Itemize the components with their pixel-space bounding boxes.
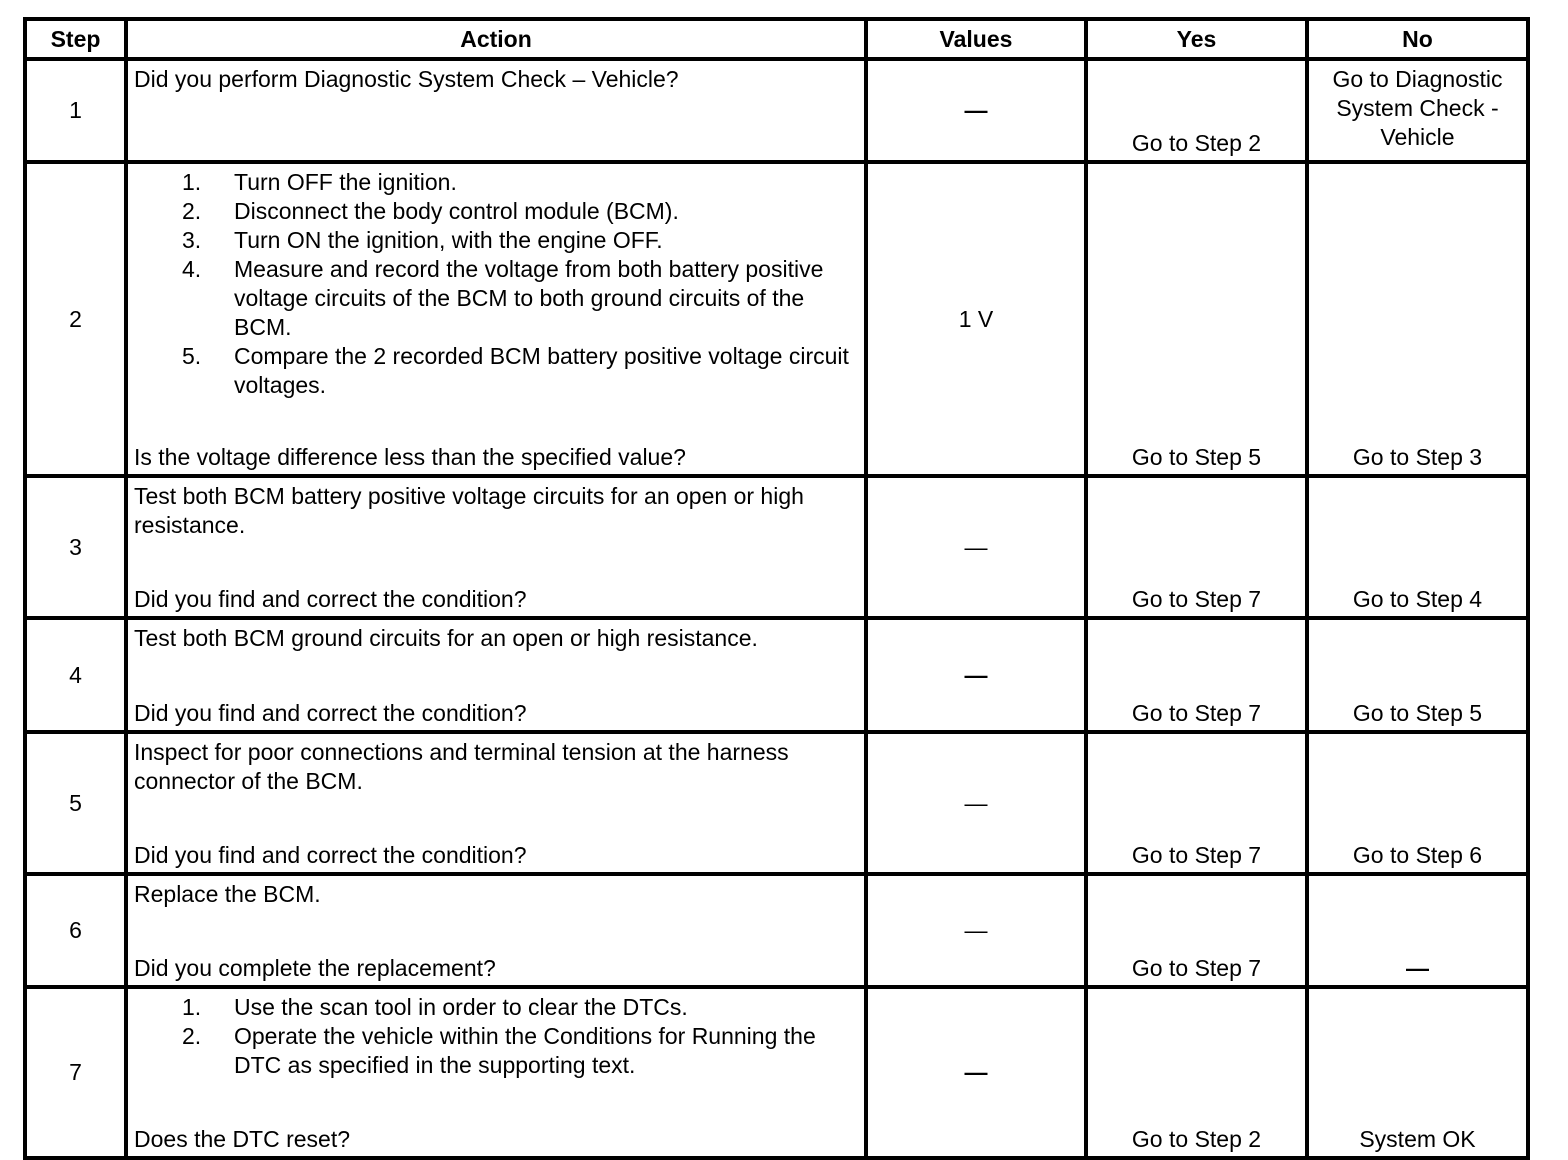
header-step: Step — [25, 19, 126, 59]
step-number: 7 — [25, 987, 126, 1158]
table-row — [25, 874, 1528, 987]
no-link[interactable]: Go to Step 4 — [1352, 586, 1483, 612]
no-link[interactable]: — — [1406, 955, 1429, 981]
step-text: Measure and record the voltage from both battery positive voltage circuits of the BCM to both ground circuits of the BCM. — [234, 256, 824, 340]
step-number: 5 — [25, 732, 126, 874]
no-cell — [1307, 618, 1528, 732]
value-text: — — [964, 789, 988, 816]
no-link[interactable]: Go to Step 3 — [1352, 444, 1483, 470]
value-cell — [866, 59, 1086, 162]
action-question: Did you find and correct the condition? — [134, 586, 527, 612]
step-text: Operate the vehicle within the Conditions for Running the DTC as specified in the supporting text. — [234, 1023, 816, 1078]
action-text: Inspect for poor connections and terminal tension at the harness connector of the BCM. — [134, 739, 789, 794]
header-action: Action — [126, 19, 866, 59]
yes-link[interactable]: Go to Step 5 — [1131, 444, 1262, 470]
step-num: 2. — [182, 198, 202, 224]
action-step — [134, 168, 858, 197]
no-cell — [1307, 732, 1528, 874]
value-text: — — [964, 917, 988, 943]
value-text: — — [964, 1059, 988, 1085]
value-text: — — [964, 533, 988, 560]
action-text: Test both BCM ground circuits for an open or high resistance. — [134, 625, 758, 651]
step-number: 2 — [25, 162, 126, 476]
yes-link[interactable]: Go to Step 7 — [1131, 955, 1262, 981]
action-cell — [126, 874, 866, 987]
header-values: Values — [866, 19, 1086, 59]
yes-cell — [1086, 59, 1307, 162]
header-row — [25, 19, 1528, 59]
table-row — [25, 618, 1528, 732]
yes-link[interactable]: Go to Step 7 — [1131, 586, 1262, 612]
action-question: Does the DTC reset? — [134, 1126, 351, 1152]
no-cell — [1307, 59, 1528, 162]
step-text: Compare the 2 recorded BCM battery positive voltage circuit voltages. — [234, 343, 849, 398]
no-link[interactable]: Go to Diagnostic System Check - Vehicle — [1332, 66, 1503, 150]
action-text: Test both BCM battery positive voltage circuits for an open or high resistance. — [134, 483, 804, 538]
step-text: Use the scan tool in order to clear the DTCs. — [234, 994, 688, 1020]
yes-cell — [1086, 476, 1307, 618]
action-step — [134, 226, 858, 255]
action-text: Did you perform Diagnostic System Check – Vehicle? — [134, 66, 679, 92]
yes-link[interactable]: Go to Step 2 — [1131, 130, 1262, 156]
table-row — [25, 987, 1528, 1158]
yes-link[interactable]: Go to Step 2 — [1131, 1126, 1262, 1152]
yes-cell — [1086, 732, 1307, 874]
header-yes: Yes — [1086, 19, 1307, 59]
action-question: Did you find and correct the condition? — [134, 700, 527, 726]
action-step — [134, 255, 858, 342]
step-number: 1 — [25, 59, 126, 162]
table-row — [25, 732, 1528, 874]
value-text: 1 V — [958, 305, 994, 332]
step-text: Turn ON the ignition, with the engine OFF. — [234, 227, 663, 253]
yes-link[interactable]: Go to Step 7 — [1131, 700, 1262, 726]
action-step — [134, 1022, 858, 1080]
yes-cell — [1086, 162, 1307, 476]
value-cell — [866, 874, 1086, 987]
no-link[interactable]: Go to Step 6 — [1352, 842, 1483, 868]
action-step — [134, 342, 858, 400]
yes-cell — [1086, 987, 1307, 1158]
step-text: Turn OFF the ignition. — [234, 169, 457, 195]
step-num: 1. — [182, 169, 202, 195]
yes-cell — [1086, 874, 1307, 987]
action-cell — [126, 162, 866, 476]
yes-link[interactable]: Go to Step 7 — [1131, 842, 1262, 868]
action-question: Did you find and correct the condition? — [134, 842, 527, 868]
no-cell — [1307, 162, 1528, 476]
action-step — [134, 197, 858, 226]
action-cell — [126, 476, 866, 618]
action-question: Did you complete the replacement? — [134, 955, 496, 981]
action-step — [134, 993, 858, 1022]
action-text: Replace the BCM. — [134, 881, 321, 907]
no-cell — [1307, 476, 1528, 618]
step-text: Disconnect the body control module (BCM). — [234, 198, 679, 224]
diagnostic-table — [23, 17, 1530, 1160]
action-steps — [134, 168, 858, 400]
step-num: 1. — [182, 994, 202, 1020]
action-cell — [126, 987, 866, 1158]
value-cell — [866, 987, 1086, 1158]
step-num: 3. — [182, 227, 202, 253]
header-no: No — [1307, 19, 1528, 59]
value-text: — — [964, 661, 988, 688]
no-cell — [1307, 987, 1528, 1158]
value-text: — — [964, 97, 988, 123]
action-cell — [126, 618, 866, 732]
step-num: 4. — [182, 256, 202, 282]
value-cell — [866, 162, 1086, 476]
yes-cell — [1086, 618, 1307, 732]
value-cell — [866, 476, 1086, 618]
step-number: 6 — [25, 874, 126, 987]
step-num: 2. — [182, 1023, 202, 1049]
table-row — [25, 59, 1528, 162]
action-steps — [134, 993, 858, 1080]
step-number: 3 — [25, 476, 126, 618]
no-link[interactable]: System OK — [1359, 1126, 1476, 1152]
table-row — [25, 162, 1528, 476]
step-number: 4 — [25, 618, 126, 732]
value-cell — [866, 732, 1086, 874]
no-link[interactable]: Go to Step 5 — [1352, 700, 1483, 726]
step-num: 5. — [182, 343, 202, 369]
action-cell — [126, 59, 866, 162]
table-row — [25, 476, 1528, 618]
action-cell — [126, 732, 866, 874]
value-cell — [866, 618, 1086, 732]
no-cell — [1307, 874, 1528, 987]
action-question: Is the voltage difference less than the specified value? — [134, 444, 686, 470]
